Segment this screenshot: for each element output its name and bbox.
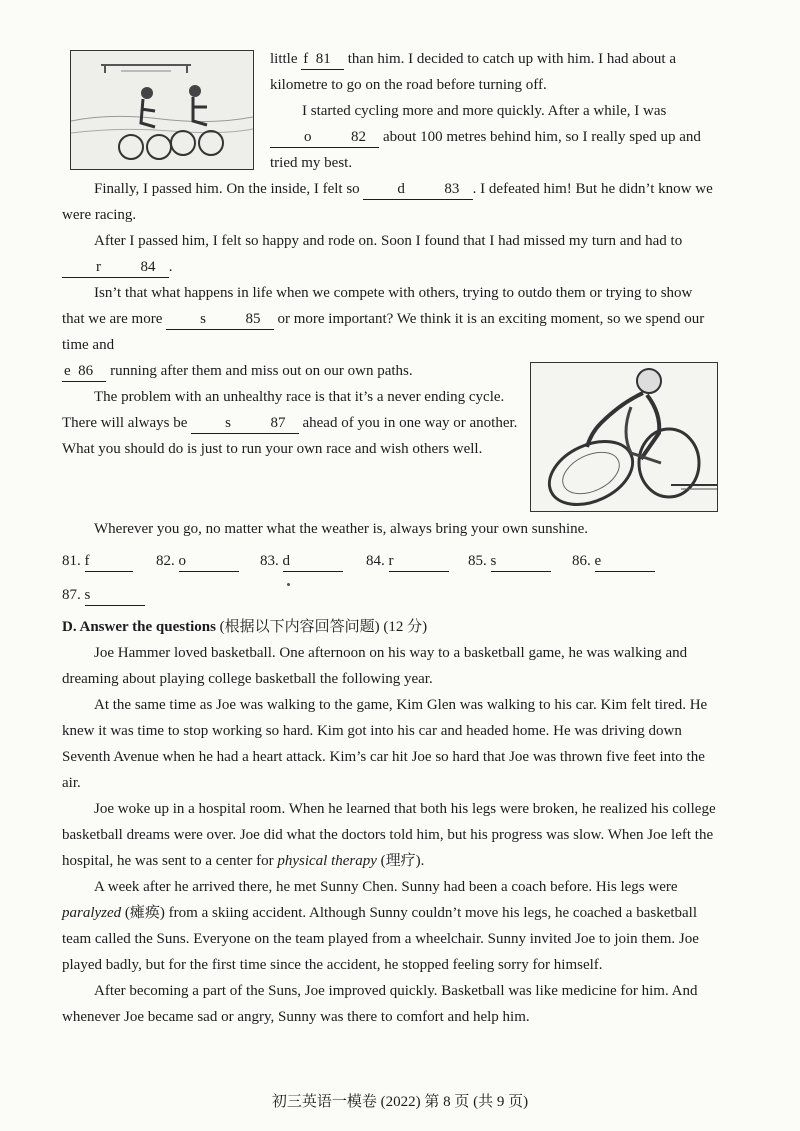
blank-83-letter: d [397,181,405,197]
blank-85[interactable] [166,309,274,330]
section-d-paragraph: Joe Hammer loved basketball. One afternoon on his way to a basketball game, he was walking and dreaming about playing college basketball the following year. [62,645,688,687]
blank-87-letter: s [225,415,231,431]
passage-text: After I passed him, I felt so happy and rode on. Soon I found that I had missed my turn and had to [94,233,683,249]
blank-84-letter: r [96,259,101,275]
paragraph-text: Joe woke up in a hospital room. When he learned that both his legs were broken, he realized his college basketball dreams were over. Joe did what the doctors told him, but his progress was slow. When Joe left the hospital, he was sent to a center for [62,801,716,869]
answer-number: 82. [156,553,175,569]
blank-81-number: 81 [315,51,331,67]
answer-letter: d [282,553,290,569]
answer-line[interactable] [491,551,551,572]
answer-number: 85. [468,553,487,569]
answer-86[interactable] [572,548,666,574]
passage-text: . [168,259,173,275]
passage-text: than him. I decided to catch up with him. I had about a kilometre to go on the road before turning off. [270,51,676,93]
racing-cyclist-illustration [530,362,718,512]
passage-text: little [270,51,302,67]
answer-letter: r [388,553,394,569]
blank-81[interactable] [301,49,344,70]
blank-84[interactable] [62,257,169,278]
answer-number: 87. [62,587,81,603]
answer-number: 84. [366,553,385,569]
answer-82[interactable] [156,548,250,574]
blank-84-number: 84 [140,259,156,275]
cyclists-illustration [70,50,254,170]
blank-81-letter: f [303,51,309,67]
emphasized-term: physical therapy [277,853,377,869]
section-d-paragraph [62,796,718,874]
passage-closing: Wherever you go, no matter what the weather is, always bring your own sunshine. [94,521,589,537]
page-footer: 初三英语一模卷 (2022) 第 8 页 (共 9 页) [271,1094,529,1110]
answer-letter: o [178,553,186,569]
answer-81[interactable] [62,548,156,574]
paragraph-text: (理疗). [376,853,425,869]
answer-letter: e [594,553,602,569]
blank-87[interactable] [191,413,299,434]
section-d-heading: D. Answer the questions [62,619,216,635]
blank-86-letter: e [64,363,71,379]
stray-dot [287,583,290,586]
blank-83-number: 83 [444,181,460,197]
section-d-paragraph: After becoming a part of the Suns, Joe improved quickly. Basketball was like medicine for him. And whenever Joe became sad or angry, Sunny was there to comfort and help him. [62,983,698,1025]
blank-82[interactable] [270,127,379,148]
blank-87-number: 87 [270,415,286,431]
blank-82-number: 82 [351,129,366,145]
answer-letter: s [84,587,91,603]
section-d-instruction: (根据以下内容回答问题) (12 分) [215,619,428,635]
emphasized-term: paralyzed [62,905,122,921]
passage-text: The problem with an unhealthy race is that it’s a never ending cycle. There will always be [62,389,505,431]
answer-line[interactable] [595,551,655,572]
answer-number: 86. [572,553,591,569]
answer-number: 81. [62,553,81,569]
answer-line[interactable] [85,585,145,606]
exam-page [62,46,718,1030]
answer-84[interactable] [366,548,460,574]
answer-letter: f [84,553,90,569]
answer-row-2 [62,582,718,608]
paragraph-text: (瘫痪) from a skiing accident. Although Sunny couldn’t move his legs, he coached a basketball team called the Suns. Everyone on the team played from a wheelchair. Sunny invited Joe to join them. Joe played badly, but for the first time since the accident, he stopped feeling sorry for himself. [62,905,699,973]
passage-text: I started cycling more and more quickly. After a while, I was [302,103,667,119]
passage-text: Finally, I passed him. On the inside, I felt so [94,181,364,197]
passage-text: . I defeated him! But he didn’t know we were racing. [62,181,713,223]
answer-line[interactable] [179,551,239,572]
answer-letter: s [490,553,497,569]
answer-87[interactable] [62,582,156,608]
answer-row-1 [62,548,718,574]
answer-83[interactable] [260,548,354,574]
passage-text: ahead of you in one way or another. What you should do is just to run your own race and wish others well. [62,415,518,457]
section-d-paragraph: At the same time as Joe was walking to the game, Kim Glen was walking to his car. Kim felt tired. He knew it was time to stop working so hard. Kim got into his car and headed home. He was driving down Seventh Avenue when he had a heart attack. Kim’s car hit Joe so hard that Joe was thrown five feet into the air. [62,697,708,791]
blank-83[interactable] [363,179,472,200]
blank-85-letter: s [200,311,206,327]
blank-86[interactable] [62,361,106,382]
blank-82-letter: o [304,129,312,145]
answer-line[interactable] [283,551,343,572]
answer-line[interactable] [85,551,133,572]
answer-number: 83. [260,553,279,569]
blank-86-number: 86 [78,363,94,379]
section-d-paragraph [62,874,718,978]
blank-85-number: 85 [245,311,261,327]
answer-line[interactable] [389,551,449,572]
passage-text: about 100 metres behind him, so I really sped up and tried my best. [270,129,701,171]
answer-85[interactable] [468,548,562,574]
passage-text: or more important? We think it is an exciting moment, so we spend our time and [62,311,705,353]
passage-text: Isn’t that what happens in life when we compete with others, trying to outdo them or trying to show that we are more [62,285,693,327]
passage-text: running after them and miss out on our own paths. [106,363,413,379]
paragraph-text: A week after he arrived there, he met Sunny Chen. Sunny had been a coach before. His legs were [94,879,678,895]
section-d-title [62,614,718,640]
